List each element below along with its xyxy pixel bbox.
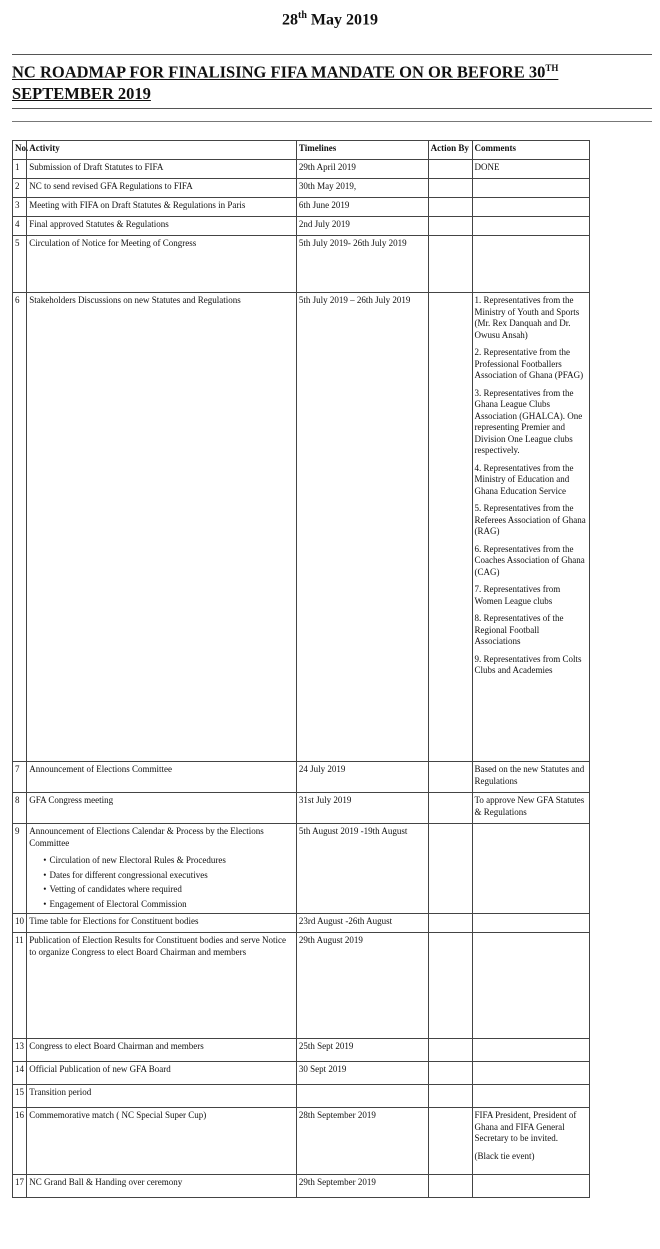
table-row (13, 933, 590, 1039)
comment-item: 1. Representatives from the Ministry of Youth and Sports (Mr. Rex Danquah and Dr. Owusu Ansah) (474, 295, 580, 340)
activity-text: Circulation of Notice for Meeting of Congress (29, 238, 197, 248)
title-block (12, 54, 652, 109)
table-row (13, 236, 590, 293)
row-timeline: 28th September 2019 (296, 1108, 428, 1175)
row-action-by (428, 198, 472, 217)
activity-text: Meeting with FIFA on Draft Statutes & Regulations in Paris (29, 200, 246, 210)
row-comments (472, 1108, 589, 1175)
row-timeline: 6th June 2019 (296, 198, 428, 217)
row-number: 15 (13, 1085, 27, 1108)
row-number: 17 (13, 1175, 27, 1198)
row-activity (27, 1085, 297, 1108)
activity-bullet-item: • Vetting of candidates where required (43, 882, 294, 897)
row-timeline: 29th September 2019 (296, 1175, 428, 1198)
comment-item: 9. Representatives from Colts Clubs and Academies (474, 653, 582, 675)
row-number: 10 (13, 914, 27, 933)
row-activity (27, 933, 297, 1039)
table-row (13, 217, 590, 236)
row-comments (472, 933, 589, 1039)
activity-text: Publication of Election Results for Constituent bodies and serve Notice to organize Congress to elect Board Chairman and members (29, 935, 286, 957)
row-action-by (428, 914, 472, 933)
comment-item: Based on the new Statutes and Regulations (474, 764, 585, 786)
table-row (13, 1175, 590, 1198)
comment-item: DONE (474, 162, 500, 172)
row-comments (472, 1039, 589, 1062)
header-comments: Comments (472, 141, 589, 160)
row-action-by (428, 824, 472, 914)
row-action-by (428, 160, 472, 179)
activity-text: Submission of Draft Statutes to FIFA (29, 162, 164, 172)
activity-text: Announcement of Elections Committee (29, 764, 173, 774)
row-timeline: 29th August 2019 (296, 933, 428, 1039)
table-row (13, 914, 590, 933)
row-number: 14 (13, 1062, 27, 1085)
comment-item: To approve New GFA Statutes & Regulations (474, 795, 585, 817)
row-timeline: 5th July 2019- 26th July 2019 (296, 236, 428, 293)
row-action-by (428, 236, 472, 293)
row-number: 11 (13, 933, 27, 1039)
row-number: 5 (13, 236, 27, 293)
row-activity (27, 1039, 297, 1062)
row-activity (27, 236, 297, 293)
row-activity (27, 1108, 297, 1175)
row-activity (27, 824, 297, 914)
row-comments (472, 1175, 589, 1198)
roadmap-table (12, 140, 590, 1198)
document-title: NC ROADMAP FOR FINALISING FIFA MANDATE ON OR BEFORE 30TH SEPTEMBER 2019 (12, 62, 559, 103)
row-activity (27, 762, 297, 793)
row-timeline: 25th Sept 2019 (296, 1039, 428, 1062)
table-row (13, 793, 590, 824)
document-date: 28th May 2019 (281, 10, 378, 29)
activity-text: Commemorative match ( NC Special Super Cup) (29, 1110, 207, 1120)
row-number: 1 (13, 160, 27, 179)
row-action-by (428, 1062, 472, 1085)
header-action-by: Action By (428, 141, 472, 160)
table-row (13, 160, 590, 179)
table-row (13, 1039, 590, 1062)
row-activity (27, 1062, 297, 1085)
row-action-by (428, 1039, 472, 1062)
row-comments (472, 217, 589, 236)
activity-text: Time table for Elections for Constituent bodies (29, 916, 199, 926)
comment-item: 4. Representatives from the Ministry of Education and Ghana Education Service (474, 462, 574, 496)
comment-item: 3. Representatives from the Ghana League Clubs Association (GHALCA). One representing Premier and Division One League clubs respectively. (474, 387, 583, 455)
comment-item: 2. Representative from the Professional Footballers Association of Ghana (PFAG) (474, 347, 584, 380)
row-comments (472, 236, 589, 293)
header-activity: Activity (27, 141, 297, 160)
activity-bullet-item: • Dates for different congressional executives (43, 868, 294, 883)
row-action-by (428, 1175, 472, 1198)
table-row (13, 179, 590, 198)
row-number: 6 (13, 293, 27, 762)
row-comments (472, 1062, 589, 1085)
row-number: 9 (13, 824, 27, 914)
divider-rule (12, 121, 652, 122)
row-number: 7 (13, 762, 27, 793)
row-action-by (428, 933, 472, 1039)
row-comments (472, 762, 589, 793)
row-activity (27, 160, 297, 179)
row-activity (27, 198, 297, 217)
activity-text: Final approved Statutes & Regulations (29, 219, 169, 229)
row-comments (472, 160, 589, 179)
row-comments (472, 179, 589, 198)
row-comments (472, 198, 589, 217)
activity-bullets (43, 853, 294, 911)
row-timeline: 2nd July 2019 (296, 217, 428, 236)
row-comments (472, 293, 589, 762)
row-activity (27, 793, 297, 824)
row-action-by (428, 179, 472, 198)
row-number: 16 (13, 1108, 27, 1175)
row-action-by (428, 1108, 472, 1175)
row-timeline: 29th April 2019 (296, 160, 428, 179)
row-activity (27, 1175, 297, 1198)
row-activity (27, 914, 297, 933)
comment-item: 7. Representatives from Women League clubs (474, 584, 561, 606)
row-action-by (428, 1085, 472, 1108)
row-timeline: 30 Sept 2019 (296, 1062, 428, 1085)
row-timeline (296, 1085, 428, 1108)
activity-text: Congress to elect Board Chairman and members (29, 1041, 204, 1051)
activity-text: GFA Congress meeting (29, 795, 114, 805)
row-action-by (428, 293, 472, 762)
row-comments (472, 1085, 589, 1108)
row-activity (27, 217, 297, 236)
comment-item: 8. Representatives of the Regional Football Associations (474, 613, 564, 646)
activity-text: Announcement of Elections Calendar & Process by the Elections Committee (29, 826, 264, 848)
activity-text: Official Publication of new GFA Board (29, 1064, 171, 1074)
table-row (13, 824, 590, 914)
row-number: 8 (13, 793, 27, 824)
activity-text: NC Grand Ball & Handing over ceremony (29, 1177, 183, 1187)
table-row (13, 1062, 590, 1085)
activity-bullet-item: • Circulation of new Electoral Rules & Procedures (43, 853, 294, 868)
row-timeline: 30th May 2019, (296, 179, 428, 198)
table-row (13, 1085, 590, 1108)
row-timeline: 5th August 2019 -19th August (296, 824, 428, 914)
row-comments (472, 914, 589, 933)
comment-item: (Black tie event) (474, 1150, 535, 1161)
row-activity (27, 293, 297, 762)
activity-text: NC to send revised GFA Regulations to FIFA (29, 181, 193, 191)
header-timelines: Timelines (296, 141, 428, 160)
table-row (13, 1108, 590, 1175)
row-comments (472, 793, 589, 824)
comment-item: 5. Representatives from the Referees Association of Ghana (RAG) (474, 503, 586, 536)
row-action-by (428, 793, 472, 824)
table-row (13, 762, 590, 793)
row-number: 2 (13, 179, 27, 198)
row-activity (27, 179, 297, 198)
row-number: 13 (13, 1039, 27, 1062)
activity-bullet-item: • Engagement of Electoral Commission (43, 897, 294, 912)
row-number: 4 (13, 217, 27, 236)
row-comments (472, 824, 589, 914)
row-timeline: 24 July 2019 (296, 762, 428, 793)
row-timeline: 5th July 2019 – 26th July 2019 (296, 293, 428, 762)
comment-item: 6. Representatives from the Coaches Association of Ghana (CAG) (474, 543, 585, 577)
table-row (13, 293, 590, 762)
header-no: No. (13, 141, 27, 160)
row-action-by (428, 762, 472, 793)
comment-item: FIFA President, President of Ghana and FIFA General Secretary to be invited. (474, 1110, 577, 1143)
table-header-row (13, 141, 590, 160)
row-action-by (428, 217, 472, 236)
row-number: 3 (13, 198, 27, 217)
row-timeline: 23rd August -26th August (296, 914, 428, 933)
row-timeline: 31st July 2019 (296, 793, 428, 824)
activity-text: Stakeholders Discussions on new Statutes and Regulations (29, 295, 241, 305)
activity-text: Transition period (29, 1087, 92, 1097)
table-row (13, 198, 590, 217)
